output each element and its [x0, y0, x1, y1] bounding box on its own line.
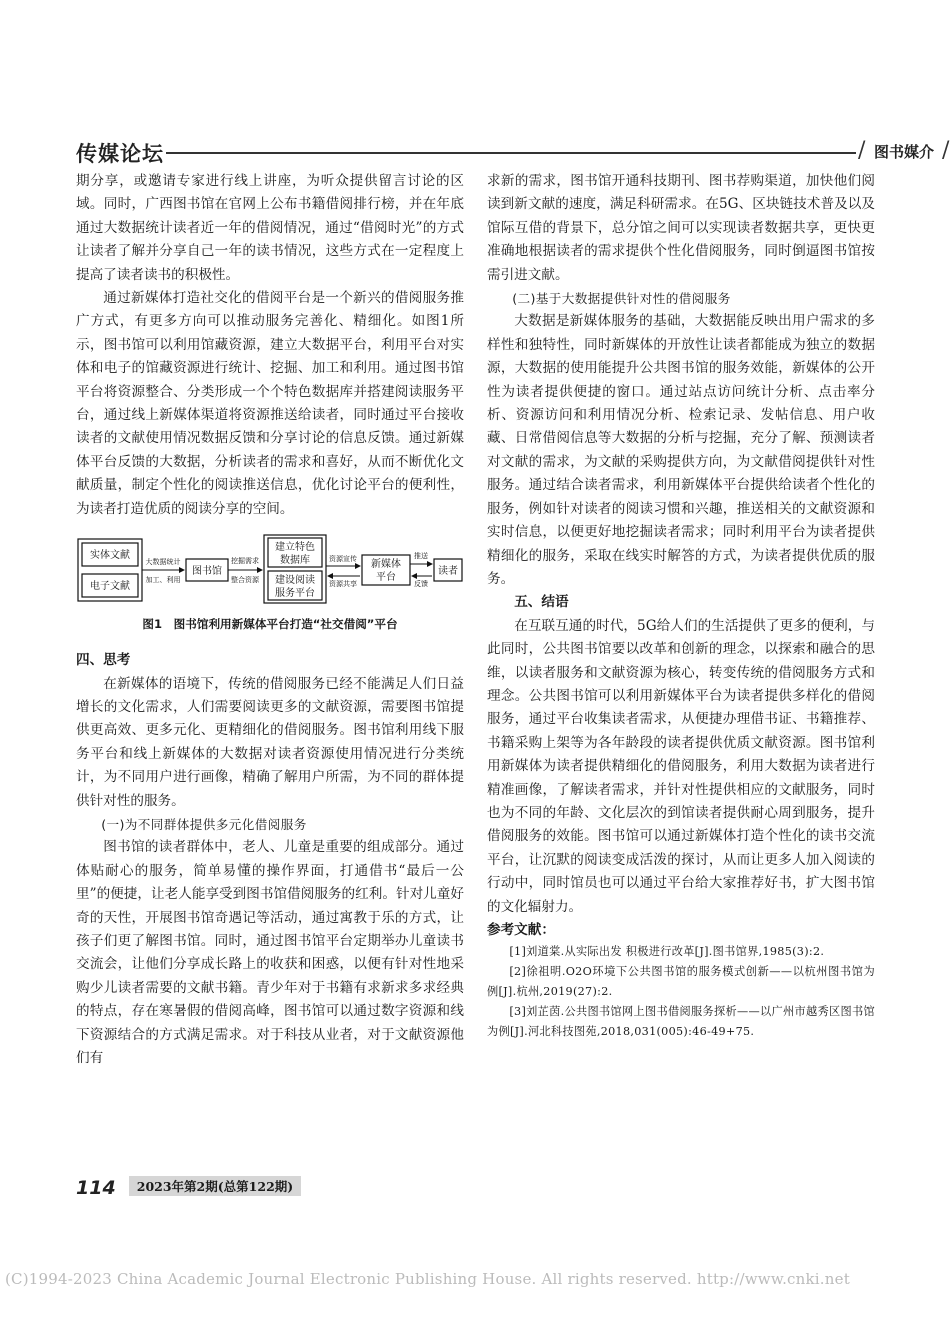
section-5-heading: 五、结语 [514, 594, 569, 611]
figure-caption: 图1 图书馆利用新媒体平台打造“社交借阅”平台 [142, 617, 398, 632]
label-stats: 大数据统计 [145, 558, 181, 567]
label-process: 加工、利用 [145, 576, 181, 585]
label-share: 资源共享 [329, 580, 357, 589]
page-footer [76, 1176, 301, 1198]
newmedia-label-1: 新媒体 [371, 559, 401, 571]
library-label: 图书馆 [192, 566, 222, 578]
physical-docs-label: 实体文献 [90, 550, 130, 562]
page-number: 114 [76, 1177, 116, 1199]
copyright-notice: (C)1994-2023 China Academic Journal Electronic Publishing House. All rights reserved. http://www.cnki.net [5, 1270, 850, 1288]
reference-item: [3]刘芷茵.公共图书馆网上图书借阅服务探析——以广州市越秀区图书馆为例[J].河北科技图苑,2018,031(005):46-49+75. [487, 1005, 875, 1039]
reference-item: [2]徐祖明.O2O环境下公共图书馆的服务模式创新——以杭州图书馆为例[J].杭州,2019(27):2. [487, 965, 875, 999]
subsection-1-paragraph: 图书馆的读者群体中，老人、儿童是重要的组成部分。通过体贴耐心的服务，简单易懂的操作界面，打通借书“最后一公里”的便捷，让老人能享受到图书馆借阅服务的红利。针对儿童好奇的天性，开展图书馆奇遇记等活动，通过寓教于乐的方式，让孩子们更了解图书馆。同时，通过图书馆平台定期举办儿童读书交流会，让他们分享成长路上的收获和困惑，以便有针对性地采购少儿读者需要的文献书籍。青少年对于书籍有求新求多求经典的特点，存在寒暑假的借阅高峰，图书馆可以通过数字资源和线下资源结合的方式满足需求。对于科技从业者，对于文献资源他们有 [76, 839, 464, 1066]
continued-paragraph: 求新的需求，图书馆开通科技期刊、图书荐购渠道，加快他们阅读到新文献的速度，满足科研需求。在5G、区块链技术普及以及馆际互借的背景下，总分馆之间可以实现读者数据共享，更快更准确地根据读者的需求提供个性化借阅服务，同时倒逼图书馆按需引进文献。 [487, 173, 875, 283]
label-feedback: 反馈 [414, 580, 428, 589]
header-slash-left: / [858, 138, 866, 163]
references-heading: 参考文献： [487, 922, 555, 938]
label-recommend: 推送 [414, 552, 428, 561]
label-push: 资源宣传 [329, 555, 357, 564]
section-title: 图书媒介 [874, 143, 935, 161]
reference-item: [1]刘道棠.从实际出发 积极进行改革[J].图书馆界,1985(3):2. [509, 945, 825, 959]
left-column [76, 170, 464, 1070]
reader-label: 读者 [438, 566, 458, 578]
section-4-paragraph: 在新媒体的语境下，传统的借阅服务已经不能满足人们日益增长的文化需求，人们需要阅读更多的文献资源，需要图书馆提供更高效、更多元化、更精细化的借阅服务。图书馆利用线下服务平台和线上新媒体的大数据对读者资源使用情况进行分类统计，为不同用户进行画像，精确了解用户所需，为不同的群体提供针对性的服务。 [76, 675, 464, 809]
journal-title: 传媒论坛 [76, 141, 164, 166]
label-integrate: 整合资源 [231, 576, 259, 585]
label-mine: 挖掘需求 [231, 557, 259, 566]
figure-1 [76, 533, 464, 633]
subsection-1-heading: (一)为不同群体提供多元化借阅服务 [101, 816, 307, 832]
feature-db-label-2: 数据库 [280, 555, 310, 567]
subsection-2-heading: (二)基于大数据提供针对性的借阅服务 [512, 291, 731, 307]
intro-paragraph: 期分享，或邀请专家进行线上讲座，为听众提供留言讨论的区域。同时，广西图书馆在官网上公布书籍借阅排行榜，并在年底通过大数据统计读者近一年的借阅情况，通过“借阅时光”的方式让读者了解并分享自己一年的读书情况，这些方式在一定程度上提高了读者读书的积极性。 [76, 173, 464, 283]
section-4-heading: 四、思考 [76, 652, 131, 669]
reading-platform-label-2: 服务平台 [275, 588, 315, 600]
body-paragraph: 通过新媒体打造社交化的借阅平台是一个新兴的借阅服务推广方式，有更多方向可以推动服务完善化、精细化。如图1所示，图书馆可以利用馆藏资源，建立大数据平台，利用平台对实体和电子的馆藏资源进行统计、挖掘、加工和利用。通过图书馆平台将资源整合、分类形成一个个特色数据库并搭建阅读服务平台，通过线上新媒体渠道将资源推送给读者，同时通过平台接收读者的文献使用情况数据反馈和分享讨论的信息反馈。通过新媒体平台反馈的大数据，分析读者的需求和喜好，从而不断优化文献质量，制定个性化的阅读推送信息，优化讨论平台的便利性，为读者打造优质的阅读分享的空间。 [76, 290, 464, 517]
electronic-docs-label: 电子文献 [90, 581, 130, 593]
right-column [487, 170, 875, 1042]
subsection-2-paragraph: 大数据是新媒体服务的基础，大数据能反映出用户需求的多样性和独特性，同时新媒体的开放性让读者都能成为独立的数据源，大数据的使用能提升公共图书馆的服务效能，新媒体的公开性为读者提供便捷的窗口。通过站点访问统计分析、点击率分析、资源访问和利用情况分析、检索记录、发帖信息、用户收藏、日常借阅信息等大数据的分析与挖掘，充分了解、预测读者对文献的需求，为文献的采购提供方向，为文献借阅提供针对性服务。通过结合读者需求，利用新媒体平台提供给读者个性化的服务，例如针对读者的阅读习惯和兴趣，推送相关的文献资源和实时信息，以便更好地挖掘读者需求；同时利用平台为读者提供精细化的服务，采取在线实时解答的方式，为读者提供优质的服务。 [487, 313, 875, 587]
flow-diagram [76, 533, 464, 605]
reading-platform-label-1: 建设阅读 [275, 575, 315, 587]
issue-info: 2023年第2期(总第122期) [129, 1176, 301, 1196]
feature-db-label-1: 建立特色 [275, 542, 315, 554]
page-header [76, 138, 950, 172]
section-5-paragraph: 在互联互通的时代，5G给人们的生活提供了更多的便利，与此同时，公共图书馆要以改革和创新的理念，以探索和融合的思维，以读者服务和文献资源为核心，转变传统的借阅服务方式和理念。公共图书馆可以利用新媒体平台为读者提供多样化的借阅服务，通过平台收集读者需求，从便捷办理借书证、书籍推荐、书籍采购上架等为各年龄段的读者提供优质文献资源。图书馆利用新媒体为读者提供精细化的借阅服务，利用大数据为读者进行精准画像，了解读者需求，并针对性提供相应的文献服务，同时也为不同的年龄、文化层次的到馆读者提供耐心周到服务，提升借阅服务的效能。图书馆可以通过新媒体打造个性化的读书交流平台，让沉默的阅读变成活泼的探讨，从而让更多人加入阅读的行动中，同时馆员也可以通过平台给大家推荐好书，扩大图书馆的文化辐射力。 [487, 617, 875, 915]
header-rule [166, 152, 856, 154]
newmedia-label-2: 平台 [376, 572, 396, 584]
header-slash-right: / [942, 138, 950, 163]
